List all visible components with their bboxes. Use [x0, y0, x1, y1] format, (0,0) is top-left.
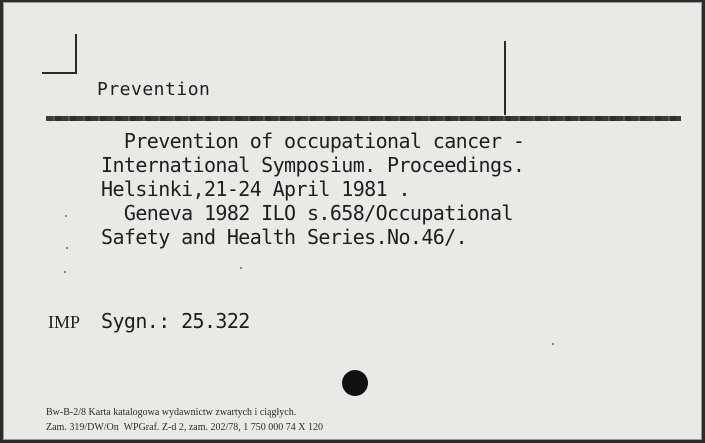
body-line-5: Safety and Health Series.No.46/. — [101, 225, 468, 249]
header-divider — [504, 41, 506, 115]
speck — [64, 271, 66, 273]
card-body-text — [101, 129, 524, 249]
header-rule — [46, 116, 681, 121]
body-line-1: Prevention of occupational cancer - — [101, 129, 525, 153]
catalog-card — [3, 2, 702, 440]
speck — [240, 267, 242, 269]
body-line-3: Helsinki,21-24 April 1981 . — [101, 177, 410, 201]
signature-label: IMP — [48, 312, 81, 332]
body-line-2: International Symposium. Proceedings. — [101, 153, 525, 177]
speck — [552, 343, 554, 345]
footer-line-2: Zam. 319/DW/On WPGraf. Z-d 2, zam. 202/78, 1 750 000 74 X 120 — [46, 422, 323, 433]
corner-mark-horizontal — [42, 72, 77, 74]
card-heading: Prevention — [97, 79, 211, 100]
punch-hole — [342, 370, 368, 396]
corner-mark-vertical — [75, 34, 77, 74]
card-footer — [46, 405, 323, 435]
footer-line-1: Bw-B-2/8 Karta katalogowa wydawnictw zwartych i ciągłych. — [46, 407, 297, 418]
signature-value: Sygn.: 25.322 — [101, 309, 250, 333]
speck — [65, 215, 67, 217]
speck — [66, 247, 68, 249]
body-line-4: Geneva 1982 ILO s.658/Occupational — [101, 201, 513, 225]
